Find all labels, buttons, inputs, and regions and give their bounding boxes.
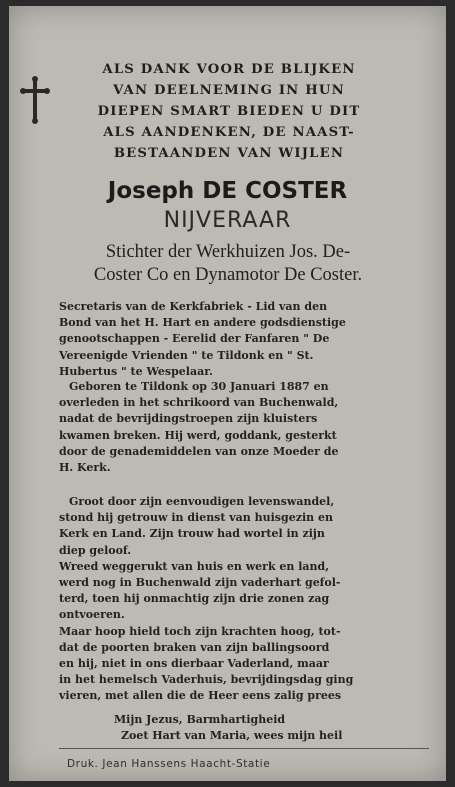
tribute-line: en hij, niet in ons dierbaar Vaderland, maar — [59, 657, 329, 671]
header-line: VAN DEELNEMING IN HUN — [113, 83, 345, 98]
tribute-line: diep geloof. — [59, 543, 132, 557]
tribute-paragraph — [59, 494, 429, 705]
biography-paragraph — [59, 379, 429, 476]
divider — [59, 748, 429, 749]
biography-line: Geboren te Tildonk op 30 Januari 1887 en — [69, 380, 329, 393]
tribute-line: dat de poorten braken van zijn ballingsoord — [59, 640, 330, 654]
tribute-line: stond hij getrouw in dienst van huisgezin en — [59, 511, 333, 525]
tribute-line: Wreed weggerukt van huis en werk en land, — [59, 559, 330, 573]
tribute-line: terd, toen hij onmachtig zijn drie zonen zag — [59, 592, 330, 606]
biography-line: door de genademiddelen van onze Moeder de — [59, 444, 339, 458]
biography-line: nadat de bevrijdingstroepen zijn kluisters — [59, 412, 318, 426]
tribute-line: in het hemelsch Vaderhuis, bevrijdingsdag ging — [59, 673, 354, 687]
functions-line: Hubertus " te Wespelaar. — [59, 364, 213, 378]
tribute-line: ontvoeren. — [59, 608, 125, 622]
tribute-line: werd nog in Buchenwald zijn vaderhart gefol- — [59, 576, 341, 590]
prayer-line: Zoet Hart van Maria, wees mijn heil — [121, 729, 343, 742]
deceased-name: Joseph DE COSTER — [107, 178, 348, 204]
header-line: BESTAANDEN VAN WIJLEN — [113, 146, 345, 161]
founder-line: Coster Co en Dynamotor De Coster. — [93, 265, 363, 285]
founder-text — [24, 241, 432, 287]
tribute-line: Maar hoop hield toch zijn krachten hoog, tot- — [59, 624, 341, 638]
header-line: ALS AANDENKEN, DE NAAST- — [103, 125, 355, 140]
profession: NIJVERAAR — [163, 208, 292, 233]
functions-line: Secretaris van de Kerkfabriek - Lid van den — [59, 300, 328, 313]
gratitude-header — [69, 59, 389, 164]
header-line: ALS DANK VOOR DE BLIJKEN — [102, 62, 356, 77]
prayer-line: Mijn Jezus, Barmhartigheid — [114, 713, 286, 726]
functions-line: Vereenigde Vrienden " te Tildonk en " St. — [59, 348, 314, 362]
functions-line: genootschappen - Eerelid der Fanfaren " De — [59, 332, 330, 346]
cross-icon — [20, 76, 50, 124]
tribute-line: Kerk en Land. Zijn trouw had wortel in zijn — [59, 527, 325, 541]
biography-line: overleden in het schrikoord van Buchenwald, — [59, 396, 339, 410]
functions-paragraph — [59, 299, 429, 380]
tribute-line: Groot door zijn eenvoudigen levenswandel, — [69, 495, 335, 508]
header-line: DIEPEN SMART BIEDEN U DIT — [97, 104, 361, 119]
biography-line: H. Kerk. — [59, 461, 111, 475]
tribute-line: vieren, met allen die de Heer eens zalig prees — [59, 689, 342, 703]
printer-credit: Druk. Jean Hanssens Haacht-Statie — [67, 758, 271, 770]
memorial-card — [9, 6, 446, 781]
biography-line: kwamen breken. Hij werd, goddank, gesterkt — [59, 428, 337, 442]
founder-line: Stichter der Werkhuizen Jos. De- — [105, 242, 351, 262]
functions-line: Bond van het H. Hart en andere godsdienstige — [59, 316, 346, 330]
